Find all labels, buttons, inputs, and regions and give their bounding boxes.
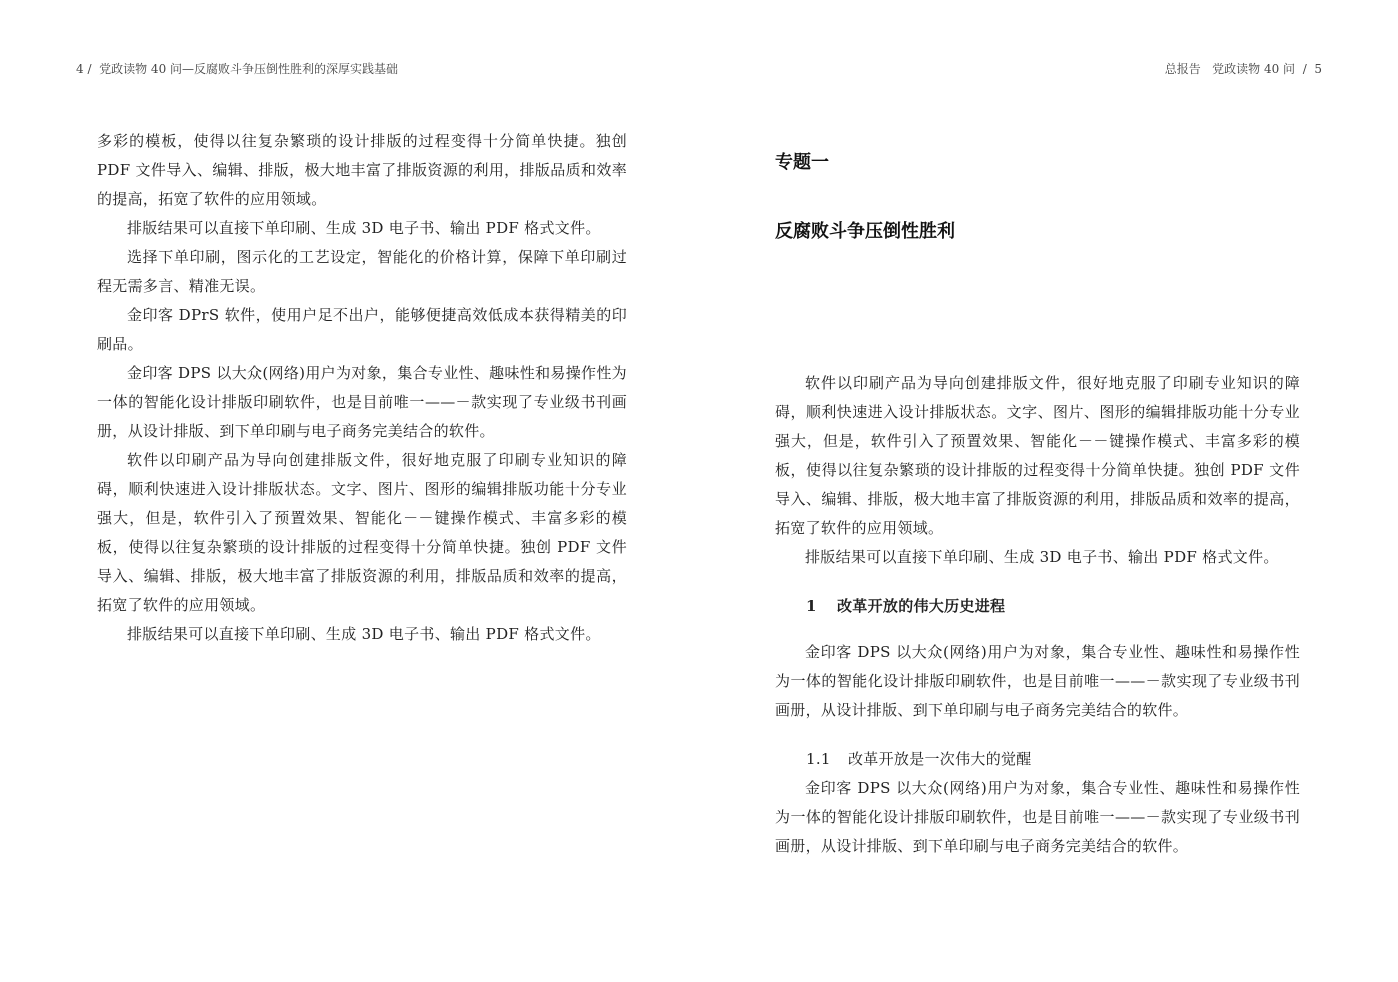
paragraph: 排版结果可以直接下单印刷、生成 3D 电子书、输出 PDF 格式文件。 <box>127 219 601 237</box>
paragraph: 排版结果可以直接下单印刷、生成 3D 电子书、输出 PDF 格式文件。 <box>127 625 601 643</box>
paragraph: 金印客 DPS 以大众(网络)用户为对象，集合专业性、趣味性和易操作性为一体的智能化设计排版印刷软件，也是目前唯一——－款实现了专业级书刊画册，从设计排版、到下单印刷与电子商务完美结合的软件。 <box>97 364 627 440</box>
chapter-label: 专题一 <box>775 152 829 173</box>
paragraph: 选择下单印刷，图示化的工艺设定，智能化的价格计算，保障下单印刷过程无需多言、精准无误。 <box>97 248 627 295</box>
section-title: 改革开放的伟大历史进程 <box>837 597 1006 615</box>
paragraph: 金印客 DPrS 软件，使用户足不出户，能够便捷高效低成本获得精美的印刷品。 <box>97 306 627 353</box>
section-heading <box>775 594 1300 618</box>
right-page-body <box>775 369 1300 861</box>
paragraph: 软件以印刷产品为导向创建排版文件，很好地克服了印刷专业知识的障碍，顺利快速进入设计排版状态。文字、图片、图形的编辑排版功能十分专业强大，但是，软件引入了预置效果、智能化－－键操作模式、丰富多彩的模板，使得以往复杂繁琐的设计排版的过程变得十分简单快捷。独创 PDF 文件导入、编辑、排版，极大地丰富了排版资源的利用，排版品质和效率的提高，拓宽了软件的应用领域。 <box>775 374 1300 537</box>
left-page-body <box>97 127 627 649</box>
paragraph: 金印客 DPS 以大众(网络)用户为对象，集合专业性、趣味性和易操作性为一体的智能化设计排版印刷软件，也是目前唯一——－款实现了专业级书刊画册，从设计排版、到下单印刷与电子商务完美结合的软件。 <box>775 643 1300 719</box>
paragraph: 排版结果可以直接下单印刷、生成 3D 电子书、输出 PDF 格式文件。 <box>805 548 1279 566</box>
paragraph: 多彩的模板，使得以往复杂繁琐的设计排版的过程变得十分简单快捷。独创 PDF 文件导入、编辑、排版，极大地丰富了排版资源的利用，排版品质和效率的提高，拓宽了软件的应用领域。 <box>97 132 627 208</box>
paragraph: 金印客 DPS 以大众(网络)用户为对象，集合专业性、趣味性和易操作性为一体的智能化设计排版印刷软件，也是目前唯一——－款实现了专业级书刊画册，从设计排版、到下单印刷与电子商务完美结合的软件。 <box>775 779 1300 855</box>
subsection-number: 1.1 <box>806 750 831 768</box>
subsection-title: 改革开放是一次伟大的觉醒 <box>848 750 1032 768</box>
chapter-title: 反腐败斗争压倒性胜利 <box>775 221 955 242</box>
section-number: 1 <box>806 597 817 615</box>
running-header-left: 4 / 党政读物 40 问—反腐败斗争压倒性胜利的深厚实践基础 <box>76 62 399 76</box>
subsection-heading <box>775 745 1300 774</box>
paragraph: 软件以印刷产品为导向创建排版文件，很好地克服了印刷专业知识的障碍，顺利快速进入设计排版状态。文字、图片、图形的编辑排版功能十分专业强大，但是，软件引入了预置效果、智能化－－键操作模式、丰富多彩的模板，使得以往复杂繁琐的设计排版的过程变得十分简单快捷。独创 PDF 文件导入、编辑、排版，极大地丰富了排版资源的利用，排版品质和效率的提高，拓宽了软件的应用领域。 <box>97 451 627 614</box>
running-header-right: 总报告 党政读物 40 问 / 5 <box>1164 62 1322 76</box>
